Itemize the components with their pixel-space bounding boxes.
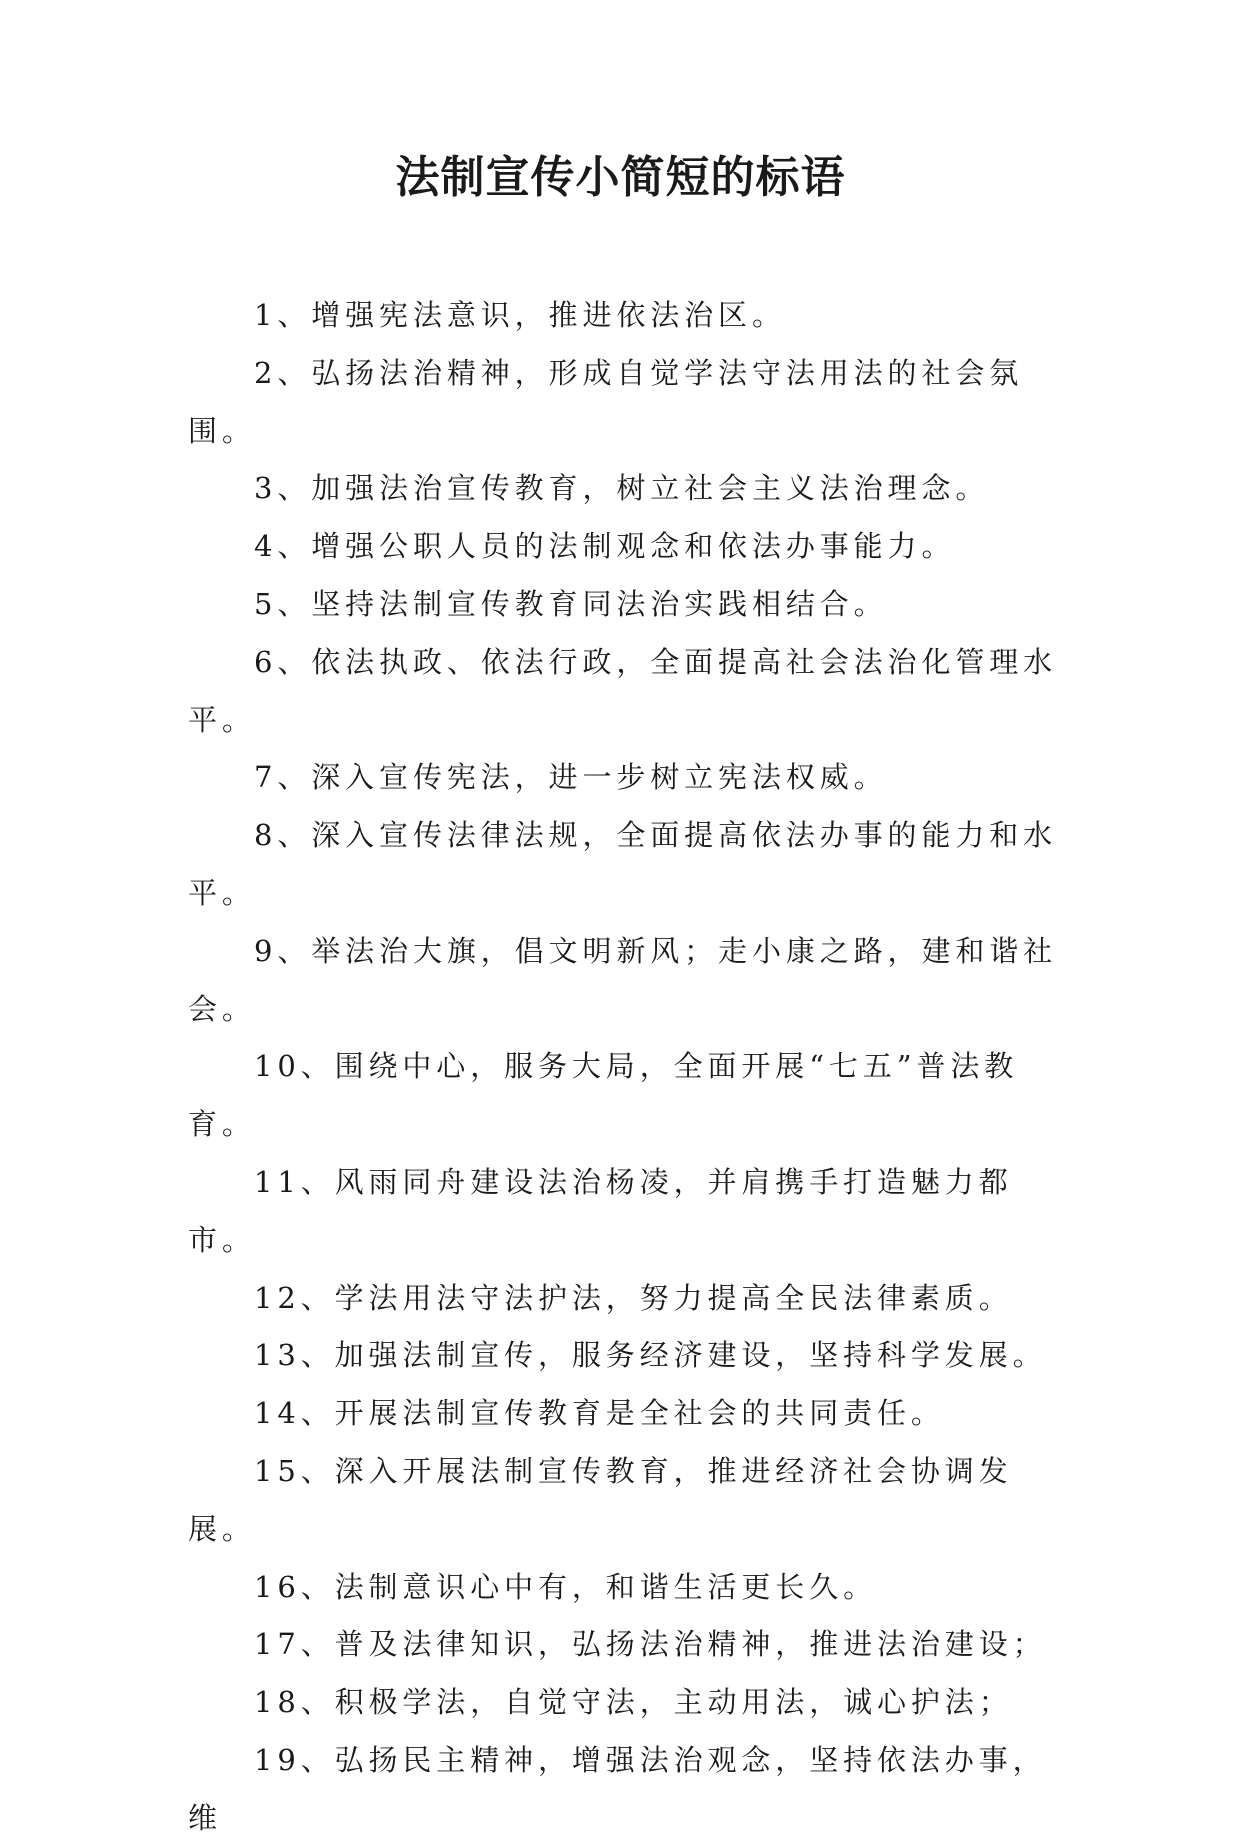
- slogan-item: 16、法制意识心中有，和谐生活更长久。: [254, 1569, 878, 1604]
- document-title: 法制宣传小简短的标语: [395, 152, 846, 203]
- slogan-item: 5、坚持法制宣传教育同法治实践相结合。: [254, 586, 888, 621]
- slogan-item: 10、围绕中心，服务大局，全面开展“七五”普法教育。: [188, 1049, 1019, 1142]
- slogan-item: 1、增强宪法意识，推进依法治区。: [254, 298, 786, 332]
- slogan-item: 15、深入开展法制宣传教育，推进经济社会协调发展。: [188, 1453, 1013, 1546]
- slogan-item: 4、增强公职人员的法制观念和依法办事能力。: [254, 529, 956, 564]
- slogan-item: 13、加强法制宣传，服务经济建设，坚持科学发展。: [254, 1338, 1047, 1373]
- slogan-item: 14、开展法制宣传教育是全社会的共同责任。: [254, 1396, 945, 1431]
- slogan-item: 7、深入宣传宪法，进一步树立宪法权威。: [254, 760, 888, 795]
- slogan-item: 8、深入宣传法律法规，全面提高依法办事的能力和水平。: [188, 818, 1058, 910]
- slogan-item: 12、学法用法守法护法，努力提高全民法律素质。: [254, 1280, 1013, 1315]
- slogan-item: 17、普及法律知识，弘扬法治精神，推进法治建设；: [254, 1627, 1047, 1662]
- slogan-item: 11、风雨同舟建设法治杨凌，并肩携手打造魅力都市。: [188, 1164, 1013, 1257]
- slogan-item: 9、举法治大旗，倡文明新风；走小康之路，建和谐社会。: [188, 933, 1058, 1026]
- slogan-list: [188, 287, 1058, 1848]
- slogan-item: 2、弘扬法治精神，形成自觉学法守法用法的社会氛围。: [188, 355, 1024, 448]
- slogan-item: 19、弘扬民主精神，增强法治观念，坚持依法办事，维: [188, 1742, 1047, 1835]
- slogan-item: 3、加强法治宣传教育，树立社会主义法治理念。: [254, 471, 990, 506]
- slogan-item: 6、依法执政、依法行政，全面提高社会法治化管理水平。: [188, 644, 1058, 737]
- slogan-item: 18、积极学法，自觉守法，主动用法，诚心护法；: [254, 1685, 1013, 1720]
